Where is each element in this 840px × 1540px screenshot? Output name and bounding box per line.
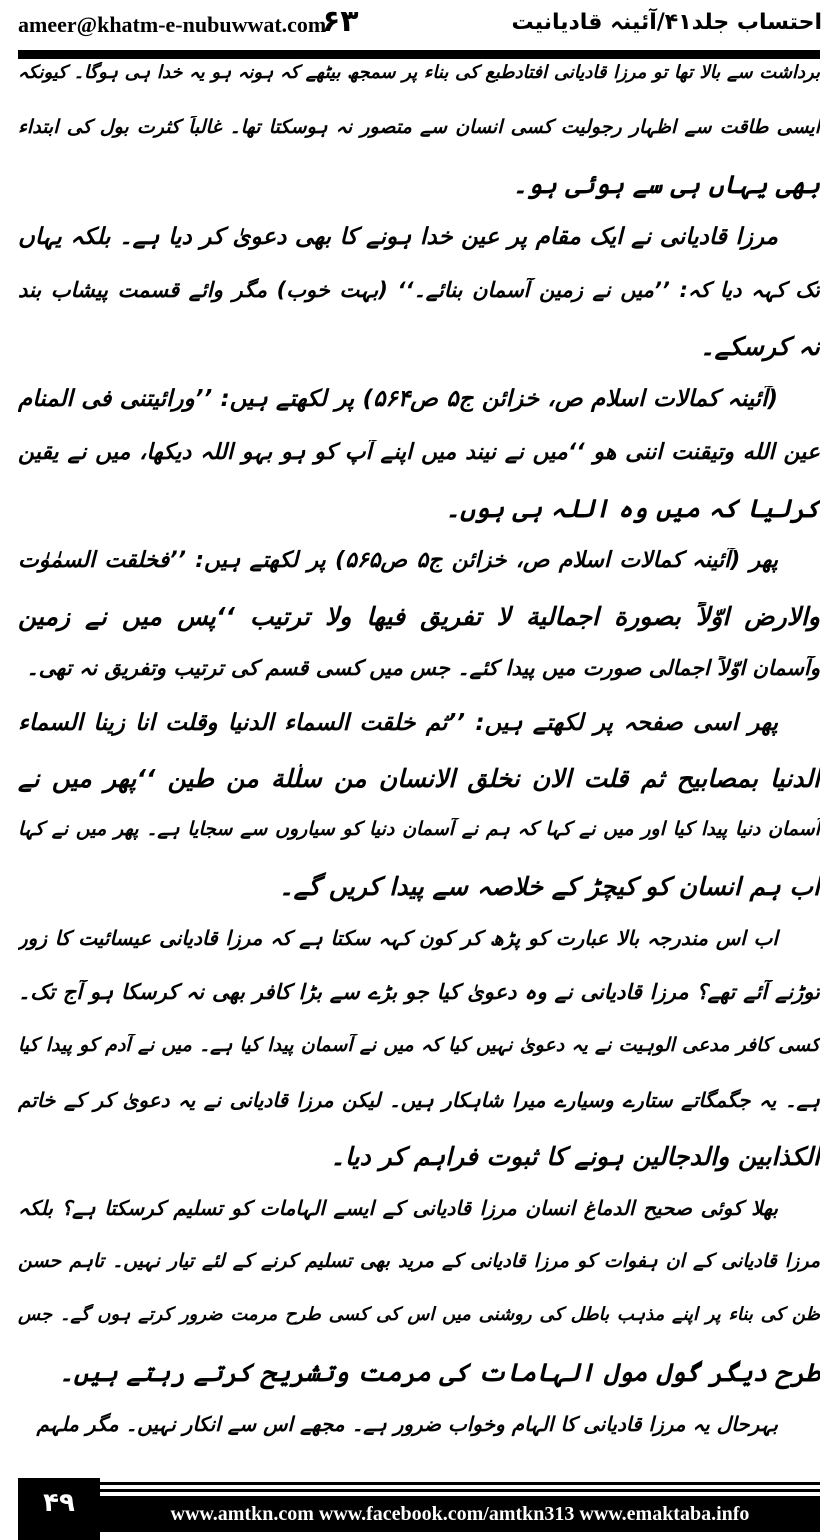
text-line: والارض اوّلاً بصورة اجمالية لا تفريق فيها ولا ترتيب ‘‘پس میں نے زمین bbox=[18, 602, 820, 631]
footer-links: www.amtkn.com www.facebook.com/amtkn313 www.emaktaba.info bbox=[100, 1496, 820, 1532]
text-line: کرلیا کہ میں وہ اللہ ہی ہوں۔ bbox=[445, 494, 820, 523]
text-line: بہرحال یہ مرزا قادیانی کا الہام وخواب ضرور ہے۔ مجھے اس سے انکار نہیں۔ مگر ملہم bbox=[36, 1412, 778, 1436]
text-line: برداشت سے بالا تھا تو مرزا قادیانی افتادطبع کی بناء پر سمجھ بیٹھے کہ ہونہ ہو یہ خدا ہی ہوگا۔ کیونکہ bbox=[18, 62, 820, 83]
header-book-title: احتساب جلد۴۱/آئینہ قادیانیت bbox=[511, 10, 822, 35]
header-page-number: ۶۳ bbox=[322, 4, 359, 39]
text-line: ایسی طاقت سے اظہار رجولیت کسی انسان سے متصور نہ ہوسکتا تھا۔ غالباً کثرت بول کی ابتداء bbox=[18, 116, 820, 138]
text-line: اب ہم انسان کو کیچڑ کے خلاصہ سے پیدا کریں گے۔ bbox=[278, 872, 820, 901]
page-body bbox=[18, 62, 820, 1466]
text-line: عین الله وتیقنت اننی ھو ‘‘میں نے نیند میں اپنے آپ کو ہو بہو اللہ دیکھا، میں نے یقین bbox=[18, 440, 820, 465]
header-email: ameer@khatm-e-nubuwwat.com bbox=[18, 12, 327, 37]
footer-rule bbox=[100, 1489, 820, 1492]
text-line: پھر (آئینہ کمالات اسلام ص، خزائن ج۵ ص۵۶۵) پر لکھتے ہیں: ’’فخلقت السمٰوٰت bbox=[18, 548, 778, 573]
text-line: نہ کرسکے۔ bbox=[699, 332, 820, 361]
text-line: تک کہہ دیا کہ: ’’میں نے زمین آسمان بنائے۔‘‘ (بہت خوب) مگر وائے قسمت پیشاب بند bbox=[18, 278, 820, 302]
text-line: پھر اسی صفحہ پر لکھتے ہیں: ’’ثم خلقت السماء الدنيا وقلت انا زينا السماء bbox=[18, 710, 778, 736]
text-line: اب اس مندرجہ بالا عبارت کو پڑھ کر کون کہہ سکتا ہے کہ مرزا قادیانی عیسائیت کا زور bbox=[18, 926, 778, 950]
text-line: وآسمان اوّلاً اجمالی صورت میں پیدا کئے۔ جس میں کسی قسم کی ترتیب وتفریق نہ تھی۔ bbox=[26, 656, 820, 680]
text-line: بھلا کوئی صحیح الدماغ انسان مرزا قادیانی کے ایسے الہامات کو تسلیم کرسکتا ہے؟ بلکہ bbox=[18, 1196, 778, 1220]
text-line: مرزا قادیانی نے ایک مقام پر عین خدا ہونے کا بھی دعویٰ کر دیا ہے۔ بلکہ یہاں bbox=[18, 224, 778, 250]
header-rule bbox=[18, 50, 820, 59]
text-line: الدنيا بمصابيح ثم قلت الان نخلق الانسان من سلٰلة من طين ‘‘پھر میں نے bbox=[18, 764, 820, 793]
text-line: ہے۔ یہ جگمگاتے ستارے وسیارے میرا شاہکار ہیں۔ لیکن مرزا قادیانی نے یہ دعویٰ کر کے خاتم bbox=[18, 1088, 820, 1112]
footer-page-number: ۴۹ bbox=[18, 1478, 100, 1540]
page-footer bbox=[0, 1478, 840, 1540]
text-line: توڑنے آئے تھے؟ مرزا قادیانی نے وہ دعویٰ کیا جو بڑے سے بڑا کافر بھی نہ کرسکا ہو آج تک۔ bbox=[18, 980, 820, 1004]
text-line: الکذابین والدجالین ہونے کا ثبوت فراہم کر دیا۔ bbox=[330, 1142, 820, 1171]
text-line: مرزا قادیانی کے ان ہفوات کو مرزا قادیانی کے مرید بھی تسلیم کرنے کے لئے تیار نہیں۔ تاہم حسن bbox=[18, 1250, 820, 1272]
text-line: آسمان دنیا پیدا کیا اور میں نے کہا کہ ہم نے آسمان دنیا کو سیاروں سے سجایا ہے۔ پھر میں نے کہا bbox=[18, 818, 820, 840]
text-line: بھی یہاں ہی سے ہوئی ہو۔ bbox=[512, 170, 820, 199]
text-line: (آئینہ کمالات اسلام ص، خزائن ج۵ ص۵۶۴) پر لکھتے ہیں: ’’ورائیتنی فی المنام bbox=[18, 386, 778, 412]
page-header bbox=[0, 0, 840, 46]
footer-rule bbox=[100, 1482, 820, 1485]
text-line: طرح دیگر گول مول الہامات کی مرمت وتشریح کرتے رہتے ہیں۔ bbox=[59, 1358, 820, 1387]
text-line: ظن کی بناء پر اپنے مذہب باطل کی روشنی میں اس کی کسی طرح مرمت ضرور کرتے ہوں گے۔ جس bbox=[18, 1304, 820, 1325]
text-line: کسی کافر مدعی الوہیت نے یہ دعویٰ نہیں کیا کہ میں نے آسمان پیدا کیا ہے۔ میں نے آدم کو پیدا کیا bbox=[18, 1034, 820, 1056]
